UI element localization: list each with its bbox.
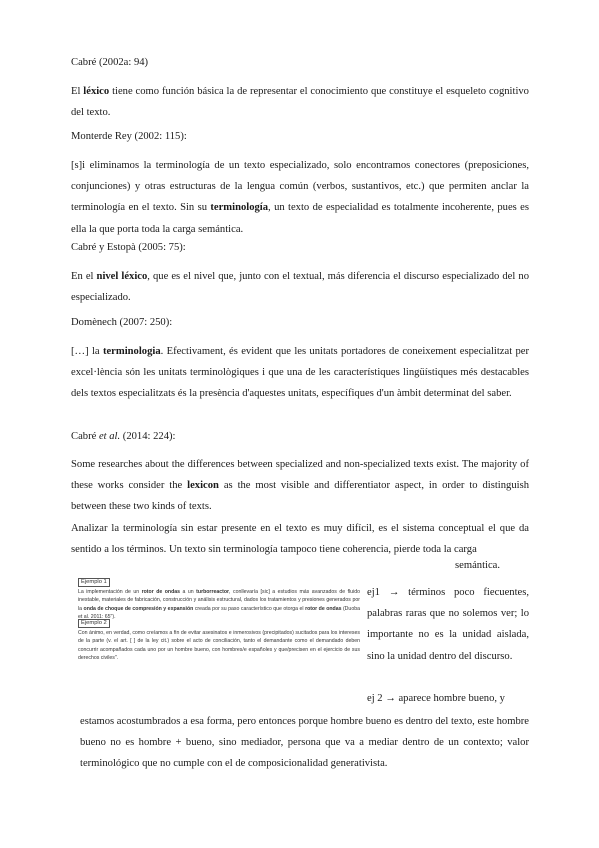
note-example-2-continued: estamos acostumbrados a esa forma, pero entonces porque hombre bueno es dentro del texto, este hombre bueno no es hombre + bueno, sino mediador, persona que va a mediar dentro de un contexto; valor terminológico que no cumple con el de composicionalidad generativista. (80, 716, 529, 770)
example-1-box (78, 578, 360, 622)
paragraph-analysis-end: semántica. (455, 560, 501, 571)
quote-monterde-rey: [s]i eliminamos la terminología de un texto especializado, solo encontramos conectores (preposiciones, conjunciones) y otras estructuras de la lengua común (verbos, sustantivos, etc.) que permiten anclar la terminología en el texto. Sin su terminología, un texto de especialidad es totalmente incoherente, pues es ella la que porta toda la carga semántica. (71, 160, 529, 235)
citation-cabre-2014: Cabré et al. (2014: 224): (71, 431, 176, 442)
example-1-text: La implementación de un rotor de ondas a un turborreactor, conllevaría [sic] a estudios más avanzados de fluido inestable, materiales de fabricación, construcción y análisis estructural, dados los tratamientos y presiones generados por la onda de choque de compresión y expansión creada por su paso característico que otorga el rotor de ondas (Duoba et al. 2011: 65"). (78, 589, 360, 621)
paragraph-analysis: Analizar la terminología sin estar presente en el texto es muy difícil, es el sistema conceptual el que da sentido a los términos. Un texto sin terminología tampoco tiene coherencia, pierde toda la carga (71, 523, 529, 556)
example-2-box (78, 619, 360, 663)
citation-cabre-2002: Cabré (2002a: 94) (71, 57, 149, 68)
note-example-1: ej1 → términos poco fiecuentes, palabras raras que no solemos ver; lo importante no es la unidad aislada, sino la unidad dentro del discurso. (367, 587, 529, 662)
example-2-tag: Ejemplo 2 (78, 619, 110, 628)
quote-cabre-2002: El léxico tiene como función básica la de representar el conocimiento que constituye el esqueleto cognitivo del texto. (71, 86, 529, 119)
quote-domenech: […] la terminologia. Efectivament, és evident que les unitats portadores de coneixement especialitzat per excel·lència són les unitats terminològiques i que una de les característiques lingüístiques més destacables dels textos especialitzats és la presència d'aquestes unitats, específiques d'un àmbit determinat del saber. (71, 346, 529, 400)
example-2-text: Con ánimo, en verdad, como creíamos a fin de evitar asesinatos e inmerosivos (precipitados) sucitados para los intereses de la parte (v. el art. [ ] de la ley cit.) sobre el acto de conciliación, tanto el demandante como el demandado deben concurrir acompañados cada uno por un hombre bueno, con hombres/e españoles y que/precisen en el ejercicio de sus derechos civiles". (78, 630, 360, 662)
citation-domenech: Domènech (2007: 250): (71, 317, 173, 328)
example-1-tag: Ejemplo 1 (78, 578, 110, 587)
quote-cabre-estopa: En el nivel léxico, que es el nivel que, junto con el textual, más diferencia el discurso especializado del no especializado. (71, 271, 529, 304)
citation-monterde-rey: Monterde Rey (2002: 115): (71, 131, 187, 142)
quote-cabre-2014: Some researches about the differences between specialized and non-specialized texts exist. The majority of these works consider the lexicon as the most visible and differentiator aspect, in order to distinguish between these two kinds of texts. (71, 459, 529, 513)
citation-cabre-estopa: Cabré y Estopà (2005: 75): (71, 242, 186, 253)
note-example-2-start: ej 2 → aparece hombre bueno, y (367, 693, 505, 704)
